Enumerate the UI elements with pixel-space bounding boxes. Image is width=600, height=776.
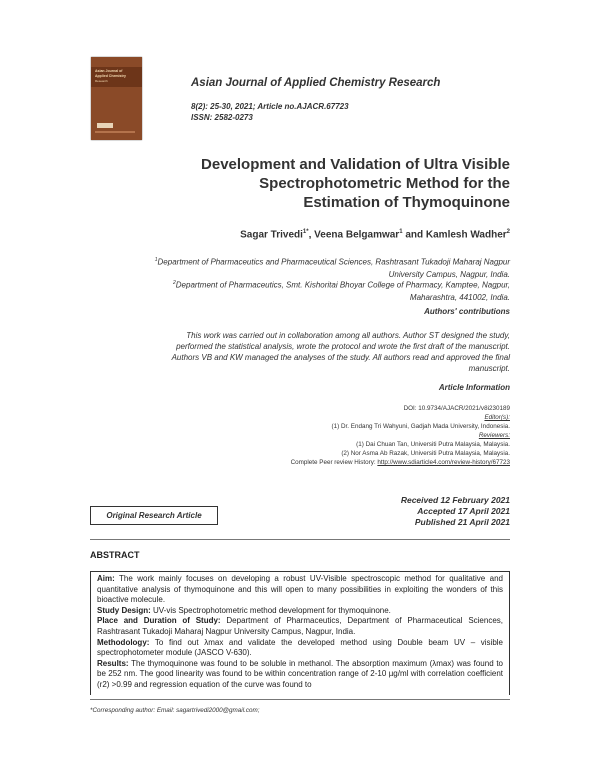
methodology-text: To find out λmax and validate the developed method using Double beam UV – visible spectrophotometer module (JASCO V-630). <box>97 637 503 658</box>
editor-1: (1) Dr. Endang Tri Wahyuni, Gadjah Mada University, Indonesia. <box>331 423 510 430</box>
contributions-heading: Authors' contributions <box>424 307 510 316</box>
abstract-box <box>90 571 510 695</box>
abstract-results <box>97 659 503 691</box>
article-info-block <box>250 404 510 467</box>
design-label: Study Design: <box>97 605 151 615</box>
article-type-box: Original Research Article <box>90 506 218 525</box>
footnote-divider <box>90 699 510 700</box>
received-date: Received 12 February 2021 <box>400 495 510 505</box>
review-history-link[interactable]: http://www.sdiarticle4.com/review-history/67723 <box>377 459 510 466</box>
affiliation-2-line2: Maharashtra, 441002, India. <box>409 292 510 302</box>
doi: DOI: 10.9734/AJACR/2021/v8i230189 <box>403 405 510 412</box>
article-dates <box>320 495 510 528</box>
aim-text: The work mainly focuses on developing a robust UV-Visible spectroscopic method for qualitative and quantitative analysis of thymoquinone and this will open to many possibilities in exploiting the wonders of this bioactive molecule. <box>97 574 503 605</box>
author-1-sup: 1* <box>302 229 309 235</box>
published-date: Published 21 April 2021 <box>414 517 510 527</box>
author-list: Sagar Trivedi$^{1*}$, Veena Belgamwar$^1$ and Kamlesh Wadher$^2$ <box>240 229 510 241</box>
results-text: The thymoquinone was found to be soluble in methanol. The absorption maximum (λmax) was found to be 252 nm. The good linearity was found to be within concentration range of 2-10 µg/ml with correlation coefficient (r2) >0.99 and regression equation of the curve was found to <box>97 658 503 689</box>
affiliation-1-sup: 1 <box>154 257 158 263</box>
abstract-aim <box>97 574 503 606</box>
journal-name: Asian Journal of Applied Chemistry Research <box>191 77 441 89</box>
aim-label: Aim: <box>97 574 115 583</box>
reviewer-1: (1) Dai Chuan Tan, Universiti Putra Malaysia, Malaysia. <box>356 441 510 448</box>
affiliation-2 <box>90 277 510 304</box>
article-info-heading: Article Information <box>438 383 510 392</box>
abstract-design <box>97 606 503 617</box>
results-label: Results: <box>97 658 129 668</box>
author-1: Sagar Trivedi <box>240 229 303 241</box>
affiliation-1-line1: Department of Pharmaceutics and Pharmaceutical Sciences, Rashtrasant Tukadoji Maharaj Nagpur <box>157 257 510 267</box>
place-text: Department of Pharmaceutics, Department of Pharmaceutical Sciences, Rashtrasant Tukadoji Maharaj Nagpur University Campus, Nagpur, India. <box>97 616 504 636</box>
design-text: UV-vis Spectrophotometric method development for thymoquinone. <box>150 605 391 615</box>
journal-issn: ISSN: 2582-0273 <box>191 113 253 122</box>
author-3: Kamlesh Wadher <box>425 229 507 241</box>
contributions-line-4: manuscript. <box>468 364 510 373</box>
title-line-2: Spectrophotometric Method for the <box>259 175 510 192</box>
methodology-label: Methodology: <box>97 637 150 647</box>
author-3-sup: 2 <box>506 229 510 235</box>
title-line-1: Development and Validation of Ultra Visible <box>201 156 510 173</box>
author-2: Veena Belgamwar <box>314 229 400 241</box>
abstract-place <box>97 616 503 637</box>
affiliation-1-line2: University Campus, Nagpur, India. <box>388 269 510 279</box>
affiliation-2-line1: Department of Pharmaceutics, Smt. Kishoritai Bhoyar College of Pharmacy, Kamptee, Nagpur, <box>175 280 510 290</box>
editors-label: Editor(s): <box>484 414 510 421</box>
journal-cover-image <box>91 57 142 140</box>
contributions-line-3: Authors VB and KW managed the analyses of the study. All authors read and approved the final <box>171 353 510 362</box>
review-history-label: Complete Peer review History: <box>290 459 378 466</box>
cover-title-line1: Asian Journal of <box>95 69 123 73</box>
abstract-methodology <box>97 638 503 659</box>
contributions-text <box>110 330 510 374</box>
divider-top <box>90 539 510 540</box>
affiliation-2-sup: 2 <box>172 280 176 286</box>
reviewers-label: Reviewers: <box>478 432 510 439</box>
author-2-sup: 1 <box>399 229 403 235</box>
reviewer-2: (2) Nor Asma Ab Razak, Universiti Putra Malaysia, Malaysia. <box>341 450 510 457</box>
cover-title-line2: Applied Chemistry <box>95 74 126 78</box>
cover-publisher-logo <box>97 123 113 128</box>
author-and: and <box>405 229 424 241</box>
accepted-date: Accepted 17 April 2021 <box>417 506 510 516</box>
cover-footer-strip <box>95 131 135 133</box>
corresponding-author-footnote: *Corresponding author: Email: sagartrivedi2000@gmail.com; <box>90 707 260 714</box>
cover-title-line3: Research <box>95 79 108 83</box>
article-title <box>130 155 510 212</box>
contributions-line-2: performed the statistical analysis, wrote the protocol and wrote the first draft of the manuscript. <box>176 342 510 351</box>
journal-issue: 8(2): 25-30, 2021; Article no.AJACR.67723 <box>191 102 349 111</box>
title-line-3: Estimation of Thymoquinone <box>303 194 510 211</box>
place-label: Place and Duration of Study: <box>97 616 221 626</box>
abstract-heading: ABSTRACT <box>90 550 140 560</box>
contributions-line-1: This work was carried out in collaboration among all authors. Author ST designed the study, <box>186 331 510 340</box>
